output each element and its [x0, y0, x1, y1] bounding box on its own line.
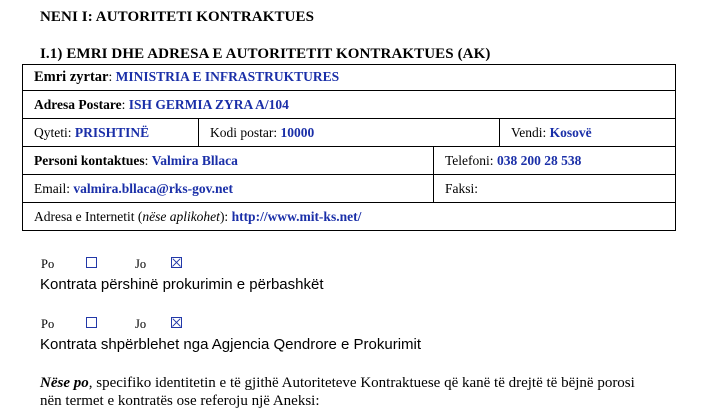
- contact-person-value: Valmira Bllaca: [151, 152, 238, 168]
- contact-person-label: Personi kontaktues: [34, 152, 145, 168]
- postal-code-value: 10000: [280, 124, 315, 140]
- city-label: Qyteti: [34, 124, 68, 140]
- internet-address-label: Adresa e Internetit: [34, 208, 135, 224]
- official-name-value: MINISTRIA E INFRASTRUKTURES: [115, 69, 340, 84]
- phone-cell: Telefoni: 038 200 28 538: [434, 147, 676, 175]
- internet-address-cell: Adresa e Internetit (nëse aplikohet): http://www.mit-ks.net/: [23, 203, 676, 231]
- phone-label: Telefoni: [445, 152, 490, 168]
- email-value: valmira.bllaca@rks-gov.net: [73, 180, 233, 196]
- country-label: Vendi: [511, 124, 543, 140]
- postal-address-value: ISH GERMIA ZYRA A/104: [128, 96, 289, 112]
- note-lead: Nëse po: [40, 375, 89, 391]
- q1-yes-label: Po: [41, 257, 55, 271]
- q1-text: Kontrata përshinë prokurimin e përbashkët: [40, 276, 324, 293]
- postal-address-label: Adresa Postare: [34, 96, 122, 112]
- email-label: Email: [34, 180, 67, 196]
- q2-text: Kontrata shpërblehet nga Agjencia Qendrore e Prokurimit: [40, 336, 422, 353]
- q2-yes-label: Po: [41, 317, 55, 331]
- country-cell: Vendi: Kosovë: [500, 119, 676, 147]
- q2-no-label: Jo: [135, 317, 147, 331]
- q1-yes-checkbox[interactable]: [86, 257, 97, 268]
- q2-no-checkbox[interactable]: [171, 317, 182, 328]
- phone-value: 038 200 28 538: [496, 152, 582, 168]
- postal-code-label: Kodi postar: [210, 124, 274, 140]
- note-paragraph: [40, 374, 700, 410]
- fax-cell: Faksi:: [434, 175, 676, 203]
- country-value: Kosovë: [549, 124, 592, 140]
- email-cell: Email: valmira.bllaca@rks-gov.net: [23, 175, 434, 203]
- postal-code-cell: Kodi postar: 10000: [199, 119, 500, 147]
- fax-label: Faksi: [445, 180, 475, 196]
- q2-yes-checkbox[interactable]: [86, 317, 97, 328]
- note-line1: , specifiko identitetin e të gjithë Autoriteteve Kontraktuese që kanë të drejtë të bëjnë porosi: [88, 375, 635, 391]
- note-line2: nën termet e kontratës ose referoju një Aneksi:: [40, 393, 320, 409]
- q1-no-label: Jo: [135, 257, 147, 271]
- internet-address-value: http://www.mit-ks.net/: [231, 208, 362, 224]
- internet-address-note: nëse aplikohet: [142, 208, 220, 224]
- contracting-authority-table: [22, 64, 676, 231]
- city-cell: Qyteti: PRISHTINË: [23, 119, 199, 147]
- subsection-title: I.1) EMRI DHE ADRESA E AUTORITETIT KONTRAKTUES (AK): [40, 46, 491, 62]
- postal-address-cell: Adresa Postare: ISH GERMIA ZYRA A/104: [23, 91, 676, 119]
- official-name-label: Emri zyrtar: [34, 69, 109, 85]
- contact-person-cell: Personi kontaktues: Valmira Bllaca: [23, 147, 434, 175]
- section-title: NENI I: AUTORITETI KONTRAKTUES: [40, 9, 315, 25]
- city-value: PRISHTINË: [74, 124, 150, 140]
- official-name-cell: Emri zyrtar: MINISTRIA E INFRASTRUKTURES: [23, 65, 676, 91]
- q1-no-checkbox[interactable]: [171, 257, 182, 268]
